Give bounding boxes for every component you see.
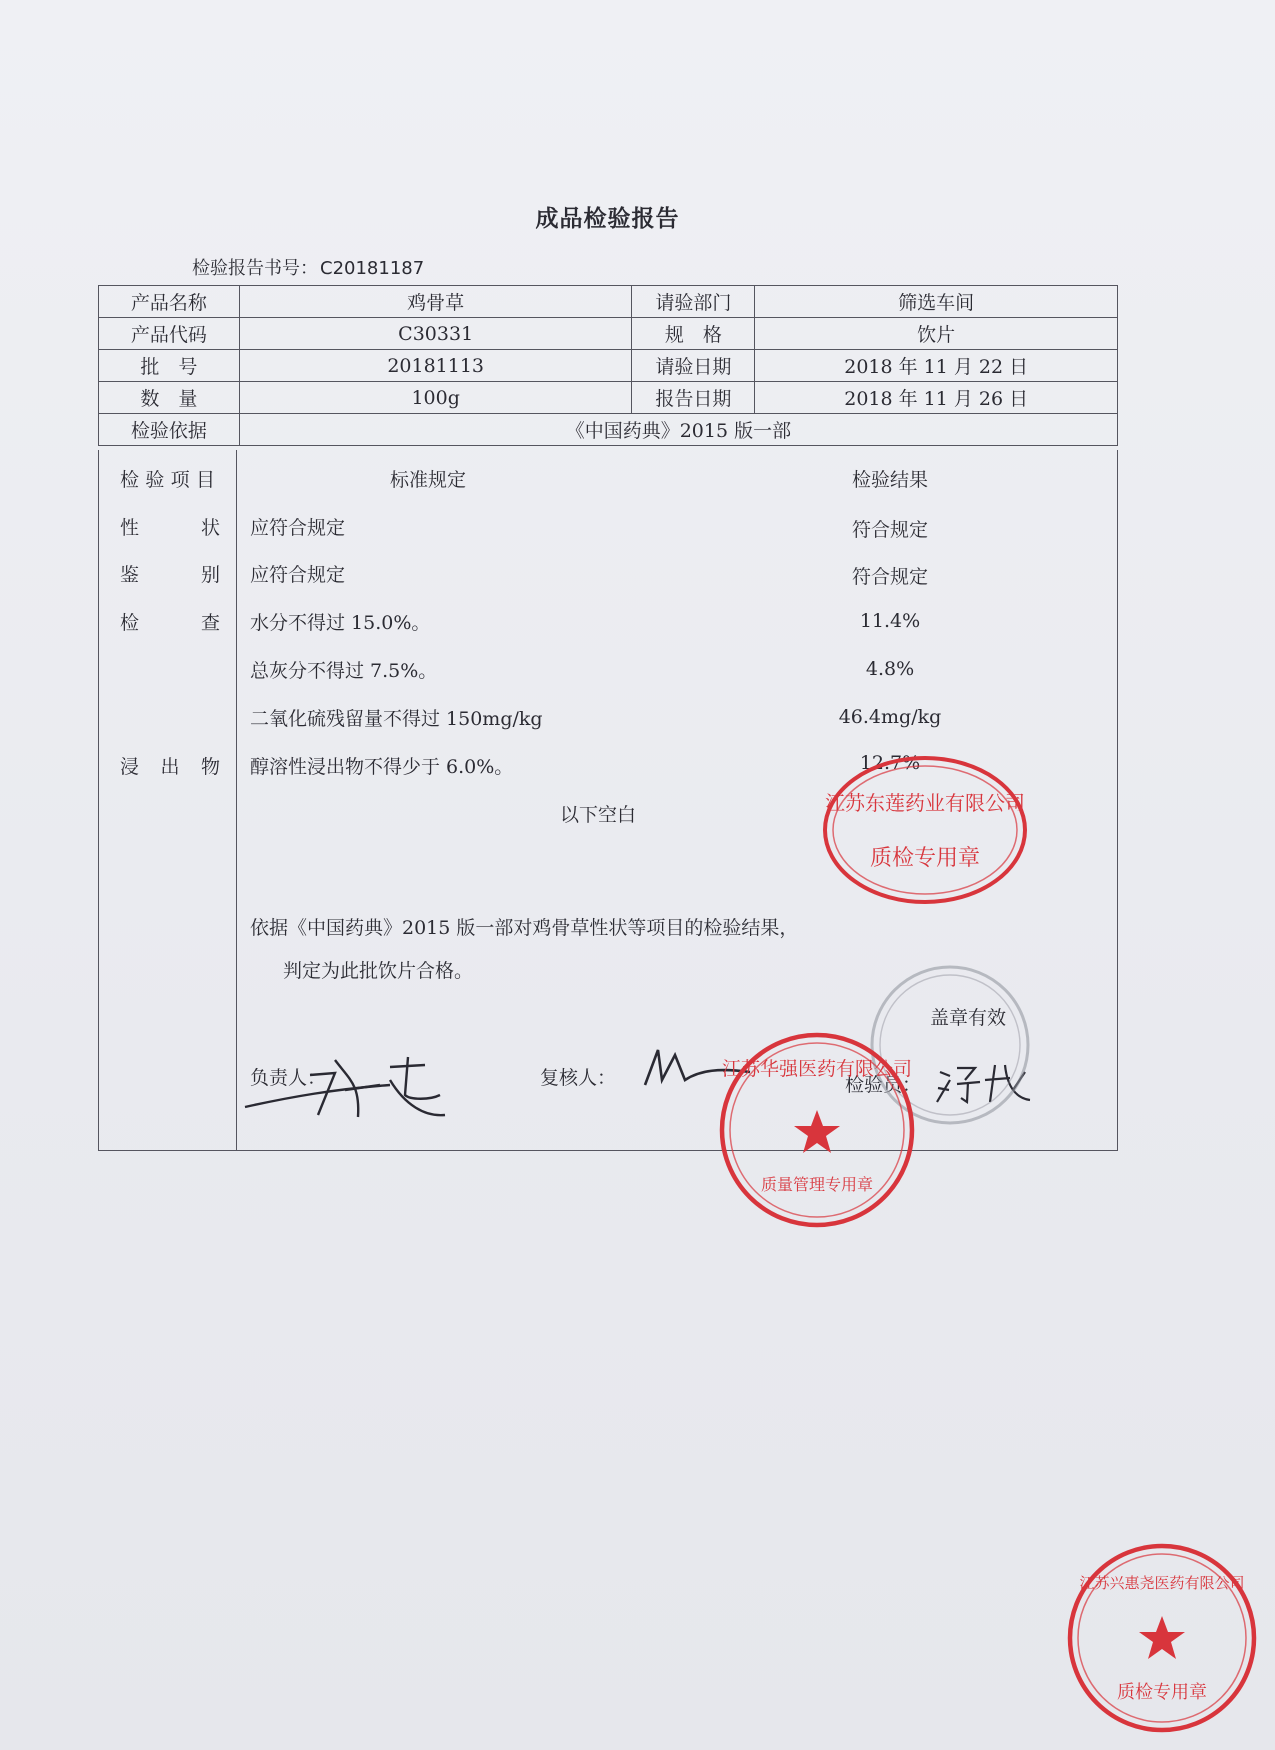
column-divider <box>236 450 237 1150</box>
item-standard: 醇溶性浸出物不得少于 6.0%。 <box>250 756 514 778</box>
report-number-value: C20181187 <box>320 258 425 279</box>
seal-center-text: 质检专用章 <box>869 846 981 871</box>
field-value: 100g <box>239 382 632 414</box>
seal-arc-text: 江苏兴惠尧医药有限公司 <box>1079 1574 1245 1592</box>
field-value: 20181113 <box>239 350 632 382</box>
field-label: 产品代码 <box>99 318 240 350</box>
field-label: 产品名称 <box>99 286 240 318</box>
report-title: 成品检验报告 <box>535 206 680 232</box>
field-label: 请验部门 <box>632 286 755 318</box>
item-result: 11.4% <box>859 610 921 632</box>
column-header-standard: 标准规定 <box>390 469 467 491</box>
responsible-label: 负责人： <box>250 1067 327 1089</box>
item-standard: 二氧化硫残留量不得过 150mg/kg <box>250 708 543 730</box>
seal-arc-text: 江苏华强医药有限公司 <box>721 1058 913 1080</box>
field-label: 请验日期 <box>632 350 755 382</box>
table-row <box>99 318 1118 350</box>
field-label: 报告日期 <box>632 382 755 414</box>
header-table <box>98 285 1118 446</box>
report-number-label: 检验报告书号： <box>192 258 318 279</box>
field-value: C30331 <box>239 318 632 350</box>
item-label: 浸 出 物 <box>120 756 220 778</box>
blank-note: 以下空白 <box>560 804 637 826</box>
basis-value: 《中国药典》2015 版一部 <box>239 414 1117 446</box>
field-label: 规 格 <box>632 318 755 350</box>
field-value: 2018 年 11 月 22 日 <box>755 350 1118 382</box>
seal-center-text: 质量管理专用章 <box>760 1175 874 1194</box>
table-row <box>99 382 1118 414</box>
seal-arc-text: 江苏东莲药业有限公司 <box>825 791 1025 815</box>
item-standard: 应符合规定 <box>250 517 346 539</box>
item-label: 性 状 <box>120 517 220 539</box>
field-value: 2018 年 11 月 26 日 <box>755 382 1118 414</box>
column-header-result: 检验结果 <box>851 469 928 491</box>
seal-valid-note: 盖章有效 <box>930 1007 1007 1029</box>
field-value: 筛选车间 <box>755 286 1118 318</box>
conclusion-line-2: 判定为此批饮片合格。 <box>283 960 474 982</box>
inspector-label: 检验员： <box>845 1074 922 1096</box>
conclusion-line-1: 依据《中国药典》2015 版一部对鸡骨草性状等项目的检验结果， <box>250 917 799 939</box>
item-result: 4.8% <box>865 658 915 680</box>
company-seal-xinghui <box>1062 1538 1262 1738</box>
responsible-signature <box>240 1045 470 1125</box>
item-standard: 应符合规定 <box>250 564 346 586</box>
basis-label: 检验依据 <box>99 414 240 446</box>
item-result: 符合规定 <box>851 519 928 541</box>
field-label: 批 号 <box>99 350 240 382</box>
item-label: 检 查 <box>120 612 220 634</box>
item-standard: 水分不得过 15.0%。 <box>250 612 431 634</box>
item-result: 46.4mg/kg <box>838 706 942 728</box>
item-result: 符合规定 <box>851 566 928 588</box>
report-number <box>190 254 424 280</box>
field-value: 饮片 <box>755 318 1118 350</box>
table-row <box>99 286 1118 318</box>
seal-center-text: 质检专用章 <box>1117 1682 1207 1703</box>
item-standard: 总灰分不得过 7.5%。 <box>250 660 438 682</box>
reviewer-label: 复核人： <box>540 1067 617 1089</box>
table-row <box>99 414 1118 446</box>
table-row <box>99 350 1118 382</box>
item-result: 12.7% <box>859 752 921 774</box>
item-label: 鉴 别 <box>120 564 220 586</box>
company-seal-huaqiang <box>712 1025 922 1235</box>
column-header-item: 检验项目 <box>120 469 215 491</box>
company-seal-dongtong <box>815 750 1035 910</box>
field-value: 鸡骨草 <box>239 286 632 318</box>
field-label: 数 量 <box>99 382 240 414</box>
